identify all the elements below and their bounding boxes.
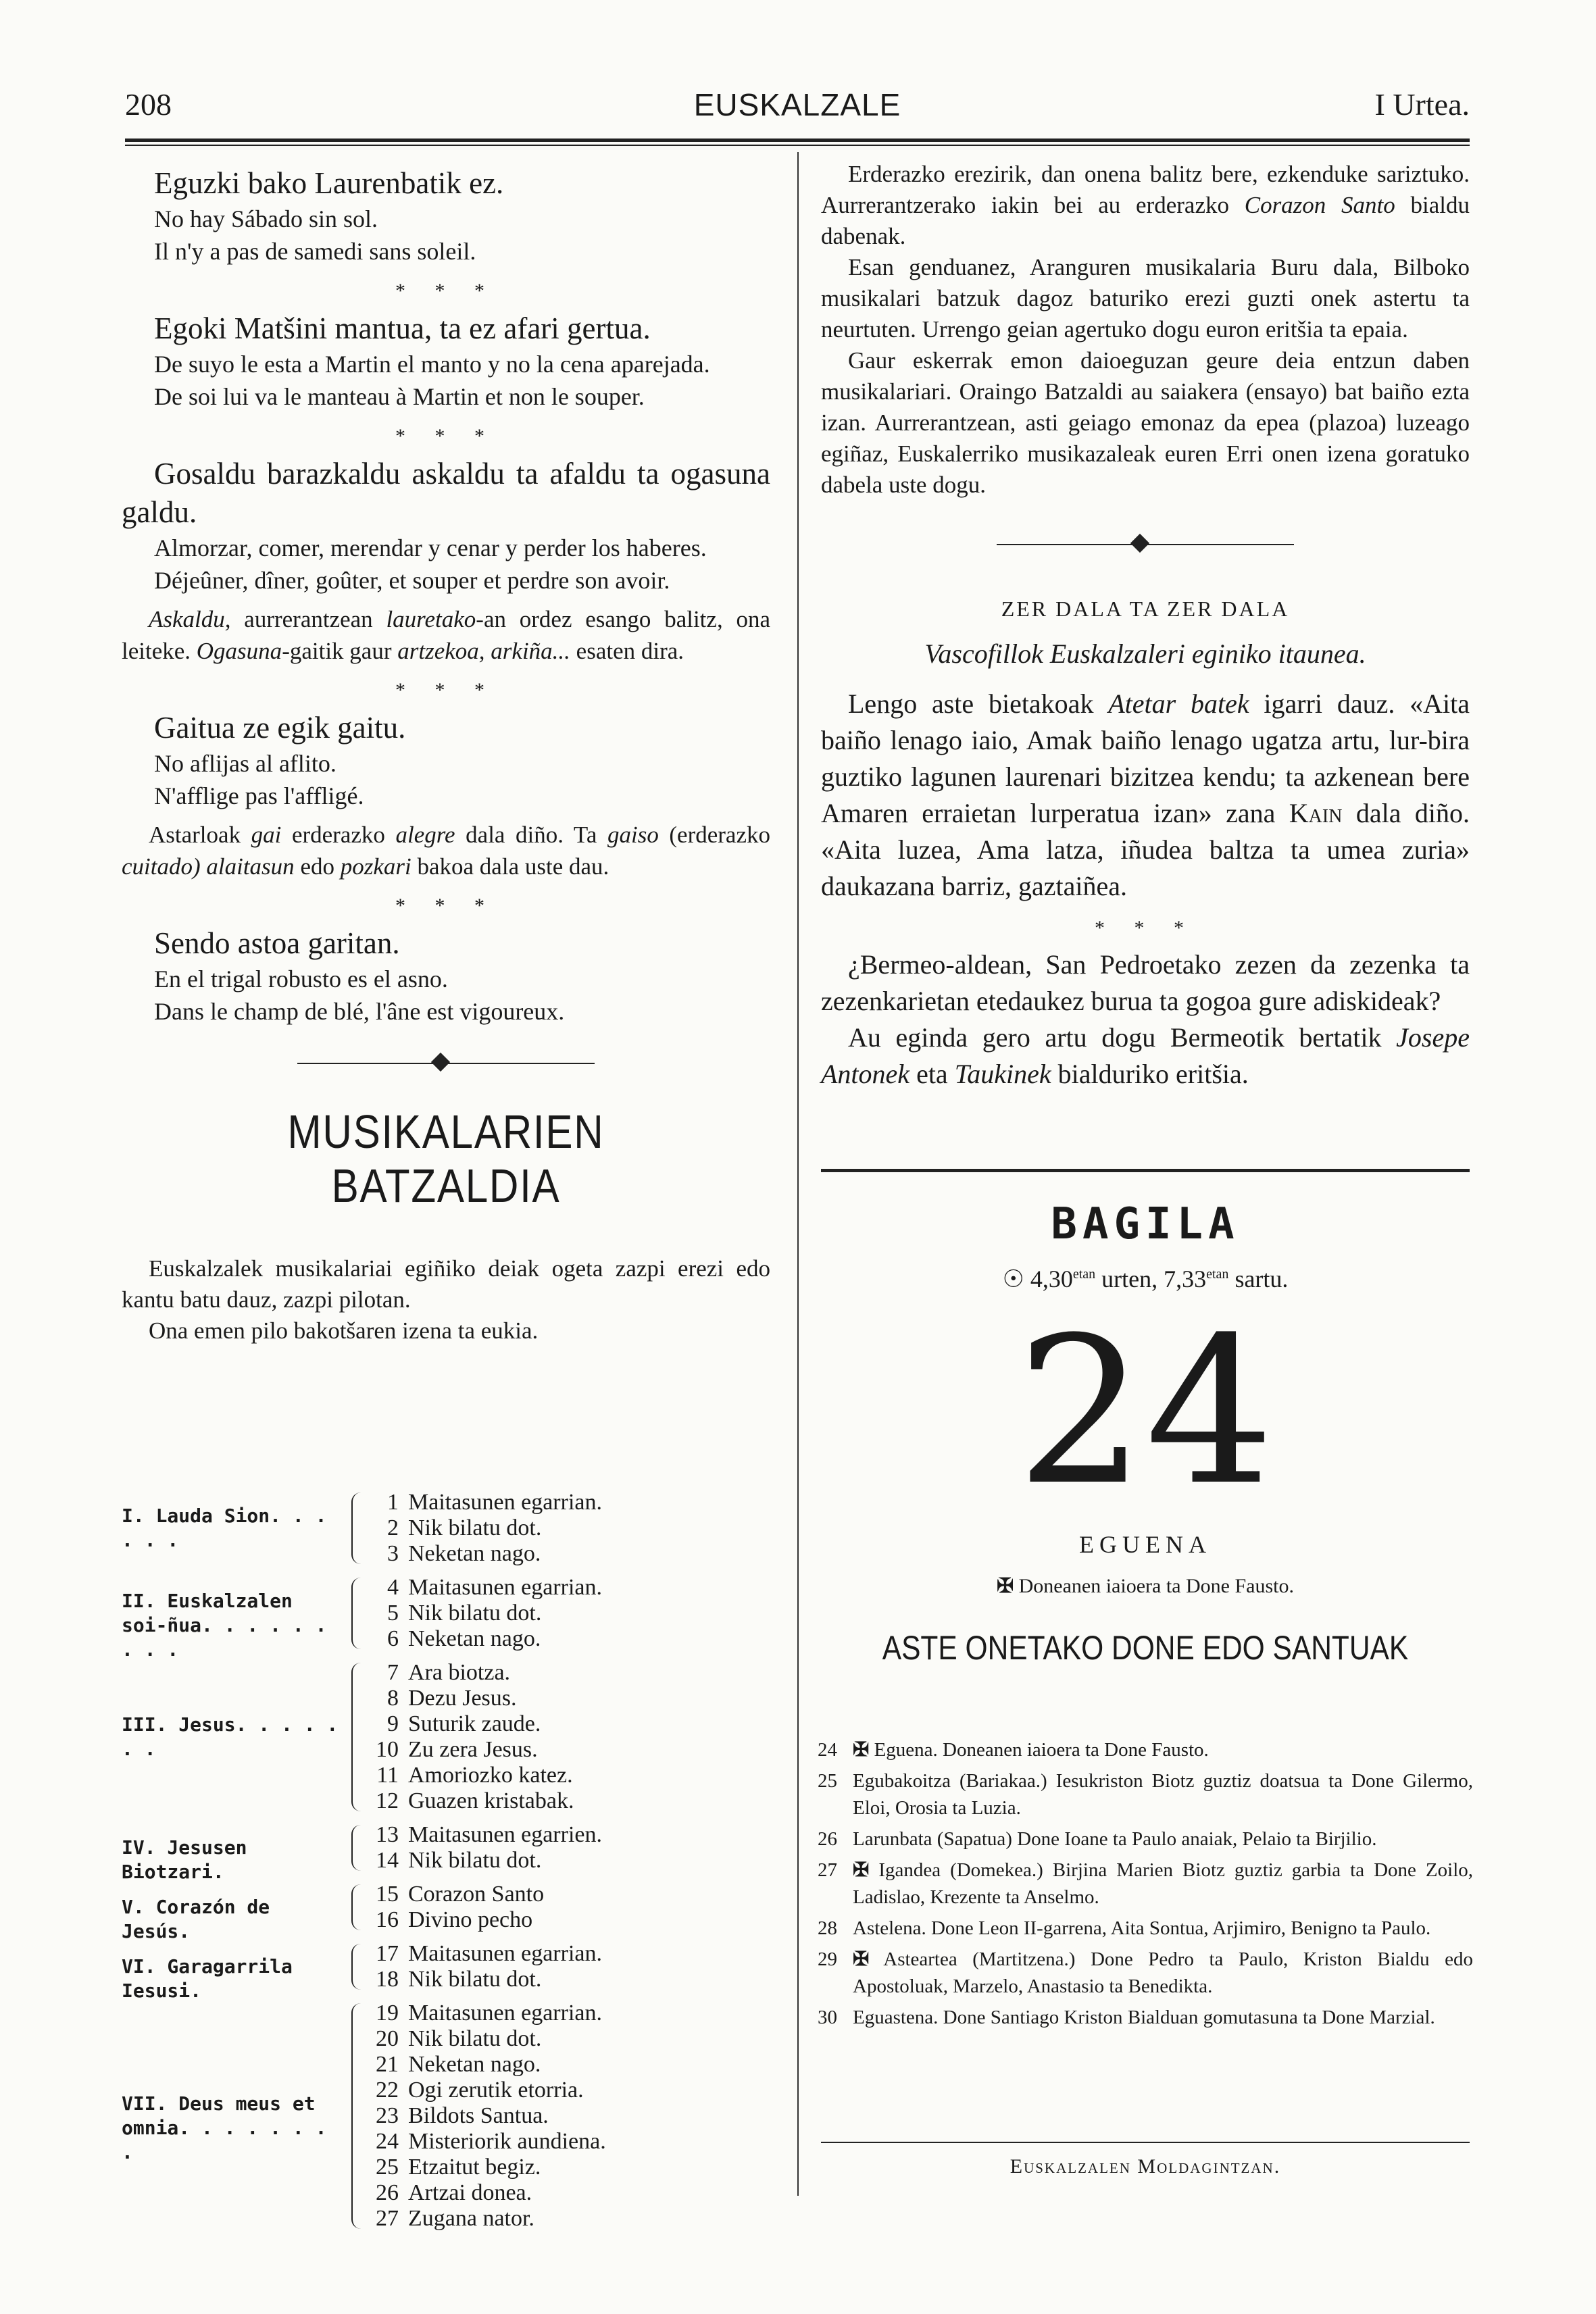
song-item bbox=[365, 1575, 602, 1601]
song-title: Maitasunen egarrian. bbox=[408, 2001, 602, 2026]
song-title: Maitasunen egarrian. bbox=[408, 1941, 602, 1966]
song-title: Amoriozko katez. bbox=[408, 1763, 573, 1788]
paragraph: Au eginda gero artu dogu Bermeotik bertatik Josepe Antonek eta Taukinek bialduriko eritšia. bbox=[821, 1022, 1470, 1089]
cross-icon: ✠ bbox=[853, 1739, 870, 1761]
song-item bbox=[365, 1907, 532, 1933]
song-item bbox=[365, 1763, 573, 1788]
printer-credit: Euskalzalen Moldagintzan. bbox=[1009, 2155, 1281, 2178]
sun-times: ☉ $4,30^{etan}$ urten, $7,33^{etan}$ sartu. bbox=[1002, 1265, 1289, 1292]
sun-icon: ☉ bbox=[1002, 1265, 1024, 1292]
song-number: 23 bbox=[376, 2103, 399, 2128]
proverb-basque: Sendo astoa garitan. bbox=[154, 926, 400, 960]
programme-group bbox=[122, 1490, 770, 1567]
journal-title: EUSKALZALE bbox=[693, 87, 901, 122]
paragraph: Lengo aste bietakoak Atetar batek igarri dauz. «Aita baiño lenago iaio, Amak baiño lenago ugatza artu, lur-bira guztiko lagunen laurenari bizitzea kendu; ta azkenean bere Amaren erraietan lurperatua izan» zana Kain dala diño. «Aita luzea, Ama latza, iñudea baltza ta umea zuria» daukazana barriz, gaztaiñea. bbox=[821, 688, 1470, 901]
intro-paragraph: Ona emen pilo bakotšaren izena ta eukia. bbox=[149, 1317, 539, 1344]
song-title: Neketan nago. bbox=[408, 2052, 541, 2077]
brace bbox=[351, 1492, 361, 1564]
separator-stars: * * * bbox=[395, 679, 497, 701]
brace bbox=[351, 1944, 361, 1990]
song-number: 17 bbox=[376, 1941, 399, 1966]
song-item bbox=[365, 1541, 541, 1567]
proverb-note: Astarloak gai erderazko alegre dala diño. Ta gaiso (erderazko cuitado) alaitasun edo pozkari bakoa dala uste dau. bbox=[122, 822, 770, 880]
proverb-basque: Gosaldu barazkaldu askaldu ta afaldu ta ogasuna galdu. bbox=[122, 457, 770, 529]
paragraph: Gaur eskerrak emon daioeguzan geure deia entzun daben musikalariari. Oraingo Batzaldi au saiakera (ensayo) bat baiño ezta izan. Aurrerantzean, asti geiago emonaz da epea (plazoa) luzeago egiñaz, Euskalerriko musikazaleak euren Erri onen izena goratuko dabela uste dogu. bbox=[821, 347, 1470, 498]
saint-entry bbox=[818, 1736, 1473, 1763]
song-number: 10 bbox=[376, 1737, 399, 1762]
saint-text: Eguastena. Done Santiago Kriston Bialduan gomutasuna ta Done Marzial. bbox=[853, 2007, 1435, 2028]
song-number: 21 bbox=[376, 2052, 399, 2077]
song-number: 11 bbox=[376, 1763, 399, 1788]
calendar-rule bbox=[821, 1169, 1470, 1172]
programme-group bbox=[122, 2001, 770, 2232]
column-divider bbox=[797, 152, 799, 2196]
song-title: Divino pecho bbox=[408, 1907, 533, 1932]
song-item bbox=[365, 2180, 532, 2206]
proverb-french: De soi lui va le manteau à Martin et non le souper. bbox=[154, 383, 645, 410]
saints-list bbox=[818, 1736, 1473, 2035]
cross-icon: ✠ bbox=[997, 1575, 1014, 1597]
saint-day: 26 bbox=[818, 1828, 837, 1850]
saint-entry bbox=[818, 2004, 1473, 2031]
header-rule-thin bbox=[125, 145, 1470, 146]
proverb-spanish: No aflijas al aflito. bbox=[154, 750, 336, 777]
separator-stars: * * * bbox=[1095, 917, 1196, 939]
calendar-feast: ✠ Doneanen iaioera ta Done Fausto. bbox=[997, 1575, 1294, 1597]
brace bbox=[351, 1663, 361, 1811]
song-title: Maitasunen egarrien. bbox=[408, 1822, 602, 1847]
song-number: 20 bbox=[376, 2026, 399, 2051]
song-item bbox=[365, 1515, 541, 1541]
song-number: 24 bbox=[376, 2129, 399, 2154]
saint-day: 27 bbox=[818, 1859, 837, 1881]
separator-stars: * * * bbox=[395, 280, 497, 302]
song-number: 4 bbox=[387, 1575, 399, 1600]
saint-day: 29 bbox=[818, 1948, 837, 1970]
song-number: 14 bbox=[376, 1848, 399, 1873]
saint-day: 28 bbox=[818, 1917, 837, 1939]
song-item bbox=[365, 1626, 541, 1652]
proverb-spanish: De suyo le esta a Martin el manto y no la cena aparejada. bbox=[154, 351, 710, 378]
song-number: 18 bbox=[376, 1967, 399, 1992]
song-item bbox=[365, 1848, 541, 1873]
song-number: 8 bbox=[387, 1686, 399, 1711]
song-item bbox=[365, 2078, 584, 2103]
song-title: Bildots Santua. bbox=[408, 2103, 549, 2128]
proverb-basque: Egoki Matšini mantua, ta ez afari gertua. bbox=[154, 311, 651, 345]
song-number: 19 bbox=[376, 2001, 399, 2026]
programme-group bbox=[122, 1941, 770, 2002]
programme-group bbox=[122, 1882, 770, 1942]
brace bbox=[351, 1578, 361, 1649]
song-title: Zugana nator. bbox=[408, 2206, 534, 2231]
paragraph: Esan genduanez, Aranguren musikalaria Buru dala, Bilboko musikalari batzuk dagoz baturiko erezi guzti onek astertu ta neurtuten. Urrengo geian agertuko dogu euron eritšia ta epaia. bbox=[821, 254, 1470, 343]
song-title: Nik bilatu dot. bbox=[408, 1848, 542, 1873]
proverb-basque: Eguzki bako Laurenbatik ez. bbox=[154, 166, 504, 200]
song-item bbox=[365, 2155, 541, 2180]
group-label: VII. Deus meus et omnia. . . . . . . . bbox=[122, 2092, 327, 2163]
song-title: Nik bilatu dot. bbox=[408, 1515, 542, 1540]
song-item bbox=[365, 1737, 538, 1763]
paragraph: Erderazko erezirik, dan onena balitz bere, ezkenduke sariztuko. Aurrerantzerako iakin bei au erderazko Corazon Santo bialdu dabenak. bbox=[821, 161, 1470, 249]
song-title: Etzaitut begiz. bbox=[408, 2155, 541, 2180]
song-title: Zu zera Jesus. bbox=[408, 1737, 538, 1762]
proverb-french: Déjeûner, dîner, goûter, et souper et perdre son avoir. bbox=[154, 567, 670, 594]
right-column bbox=[821, 159, 1470, 1092]
saint-entry bbox=[818, 1946, 1473, 2000]
song-title: Misteriorik aundiena. bbox=[408, 2129, 606, 2154]
ornament-divider bbox=[122, 1051, 770, 1078]
song-number: 1 bbox=[387, 1490, 399, 1515]
song-title: Corazon Santo bbox=[408, 1882, 545, 1907]
proverb-note: Askaldu, aurrerantzean lauretako-an ordez esango balitz, ona leiteke. Ogasuna-gaitik gaur artzekoa, arkiña... esaten dira. bbox=[122, 606, 770, 664]
song-number: 12 bbox=[376, 1788, 399, 1813]
proverb-spanish: En el trigal robusto es el asno. bbox=[154, 965, 448, 992]
song-item bbox=[365, 2206, 534, 2232]
separator-stars: * * * bbox=[395, 895, 497, 917]
proverb-spanish: No hay Sábado sin sol. bbox=[154, 205, 378, 232]
brace bbox=[351, 2003, 361, 2229]
song-title: Ogi zerutik etorria. bbox=[408, 2078, 584, 2103]
proverb-french: Dans le champ de blé, l'âne est vigoureux. bbox=[154, 998, 565, 1025]
group-label: V. Corazón de Jesús. bbox=[122, 1896, 270, 1942]
programme-group bbox=[122, 1660, 770, 1814]
song-number: 6 bbox=[387, 1626, 399, 1651]
intro-paragraph: Euskalzalek musikalariai egiñiko deiak ogeta zazpi erezi edo kantu batu dauz, zazpi pilotan. bbox=[122, 1255, 770, 1313]
calendar-day-number: 24 bbox=[1016, 1294, 1274, 1530]
song-item bbox=[365, 1490, 602, 1515]
brace bbox=[351, 1884, 361, 1930]
cross-icon: ✠ bbox=[853, 1859, 870, 1881]
ornament-divider bbox=[821, 532, 1470, 559]
song-title: Suturik zaude. bbox=[408, 1711, 541, 1736]
header-rule bbox=[125, 139, 1470, 142]
song-item bbox=[365, 1822, 602, 1848]
saint-day: 25 bbox=[818, 1770, 837, 1792]
proverb-french: Il n'y a pas de samedi sans soleil. bbox=[154, 238, 476, 265]
song-item bbox=[365, 2103, 549, 2129]
song-title: Guazen kristabak. bbox=[408, 1788, 574, 1813]
song-title: Maitasunen egarrian. bbox=[408, 1575, 602, 1600]
saints-heading: ASTE ONETAKO DONE EDO SANTUAK bbox=[882, 1629, 1409, 1667]
song-item bbox=[365, 1967, 541, 1992]
saint-text: Astelena. Done Leon II-garrena, Aita Sontua, Arjimiro, Benigno ta Paulo. bbox=[853, 1917, 1431, 1939]
song-title: Dezu Jesus. bbox=[408, 1686, 517, 1711]
saint-entry bbox=[818, 1915, 1473, 1942]
paragraph: ¿Bermeo-aldean, San Pedroetako zezen da zezenka ta zezenkarietan etedaukez burua ta gogoa gure adiskideak? bbox=[821, 949, 1470, 1016]
song-number: 16 bbox=[376, 1907, 399, 1932]
separator-stars: * * * bbox=[395, 425, 497, 447]
song-title: Nik bilatu dot. bbox=[408, 1967, 542, 1992]
song-number: 26 bbox=[376, 2180, 399, 2205]
saint-entry bbox=[818, 1857, 1473, 1911]
song-number: 7 bbox=[387, 1660, 399, 1685]
song-item bbox=[365, 1882, 544, 1907]
group-label: VI. Garagarrila Iesusi. bbox=[122, 1955, 293, 2002]
saint-entry bbox=[818, 1826, 1473, 1853]
cross-icon: ✠ bbox=[853, 1948, 870, 1970]
group-label: IV. Jesusen Biotzari. bbox=[122, 1836, 247, 1883]
section-heading: ZER DALA TA ZER DALA bbox=[1001, 597, 1290, 621]
song-title: Ara biotza. bbox=[408, 1660, 511, 1685]
song-title: Maitasunen egarrian. bbox=[408, 1490, 602, 1515]
song-number: 25 bbox=[376, 2155, 399, 2180]
song-item bbox=[365, 1941, 602, 1967]
song-number: 2 bbox=[387, 1515, 399, 1540]
saint-text: Asteartea (Martitzena.) Done Pedro ta Paulo, Kriston Bialdu edo Apostoluak, Marzelo, Anastasio ta Benedikta. bbox=[853, 1948, 1474, 1997]
song-number: 22 bbox=[376, 2078, 399, 2103]
song-number: 9 bbox=[387, 1711, 399, 1736]
song-number: 27 bbox=[376, 2206, 399, 2231]
song-title: Nik bilatu dot. bbox=[408, 2026, 542, 2051]
saint-text: Larunbata (Sapatua) Done Ioane ta Paulo anaiak, Pelaio ta Birjilio. bbox=[853, 1828, 1377, 1850]
song-title: Nik bilatu dot. bbox=[408, 1601, 542, 1626]
song-number: 5 bbox=[387, 1601, 399, 1626]
brace bbox=[351, 1825, 361, 1871]
calendar-month: BAGILA bbox=[1051, 1199, 1240, 1249]
song-title: Neketan nago. bbox=[408, 1626, 541, 1651]
saint-entry bbox=[818, 1767, 1473, 1821]
song-item bbox=[365, 2129, 606, 2155]
group-label: II. Euskalzalen soi-ñua. . . . . . . . . bbox=[122, 1590, 327, 1661]
group-label: III. Jesus. . . . . . . bbox=[122, 1713, 339, 1760]
section-title: MUSIKALARIEN BATZALDIA bbox=[287, 1105, 605, 1212]
section-subheading: Vascofillok Euskalzaleri eginiko itaunea. bbox=[924, 638, 1366, 669]
song-item bbox=[365, 2001, 602, 2026]
song-title: Artzai donea. bbox=[408, 2180, 532, 2205]
song-item bbox=[365, 1686, 517, 1711]
proverb-french: N'afflige pas l'affligé. bbox=[154, 782, 364, 809]
song-number: 15 bbox=[376, 1882, 399, 1907]
left-column bbox=[122, 159, 770, 1347]
song-title: Neketan nago. bbox=[408, 1541, 541, 1566]
group-label: I. Lauda Sion. . . . . . bbox=[122, 1505, 327, 1551]
song-item bbox=[365, 1711, 541, 1737]
song-item bbox=[365, 2052, 541, 2078]
saint-text: Eguena. Doneanen iaioera ta Done Fausto. bbox=[874, 1739, 1209, 1761]
proverb-spanish: Almorzar, comer, merendar y cenar y perder los haberes. bbox=[154, 534, 707, 561]
calendar-weekday: EGUENA bbox=[1079, 1531, 1212, 1558]
song-item bbox=[365, 1788, 574, 1814]
saint-day: 24 bbox=[818, 1739, 837, 1761]
song-item bbox=[365, 1601, 541, 1626]
song-number: 3 bbox=[387, 1541, 399, 1566]
saint-day: 30 bbox=[818, 2007, 837, 2028]
saints-rule bbox=[821, 2142, 1470, 2143]
volume-label: I Urtea. bbox=[1374, 87, 1470, 122]
song-item bbox=[365, 1660, 510, 1686]
page-number: 208 bbox=[125, 87, 172, 122]
programme-group bbox=[122, 1822, 770, 1883]
saint-text: Igandea (Domekea.) Birjina Marien Biotz guztiz garbia ta Done Zoilo, Ladislao, Krezente ta Anselmo. bbox=[853, 1859, 1474, 1908]
programme-group bbox=[122, 1575, 770, 1661]
song-item bbox=[365, 2026, 541, 2052]
proverb-basque: Gaitua ze egik gaitu. bbox=[154, 711, 406, 745]
song-number: 13 bbox=[376, 1822, 399, 1847]
saint-text: Egubakoitza (Bariakaa.) Iesukriston Biotz guztiz doatsua ta Done Gilermo, Eloi, Orosia ta Luzia. bbox=[853, 1770, 1473, 1819]
page-header bbox=[125, 86, 1470, 134]
